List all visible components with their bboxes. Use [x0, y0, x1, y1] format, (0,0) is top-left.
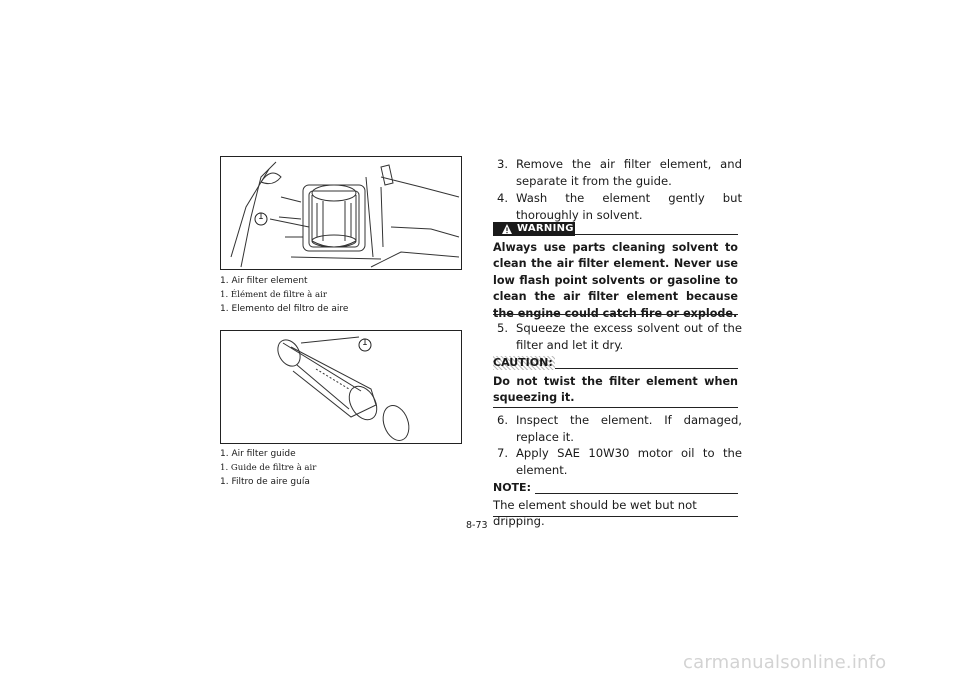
- step-text: Wash the element gently but thoroughly in solvent.: [516, 191, 742, 222]
- warning-header: [493, 222, 738, 236]
- caption-fr: 1. Guide de filtre à air: [220, 463, 317, 473]
- step-text: Remove the air filter element, and separate it from the guide.: [516, 157, 742, 188]
- caution-header: [493, 356, 738, 370]
- step-text: Squeeze the excess solvent out of the filter and let it dry.: [516, 321, 742, 352]
- note-header: [493, 481, 738, 495]
- caution-label: CAUTION:: [493, 356, 553, 369]
- figure-air-filter-guide: [220, 330, 462, 444]
- note-text: The element should be wet but not dripping.: [493, 498, 697, 528]
- caption-es: 1. Filtro de aire guía: [220, 477, 310, 487]
- step-number: 4.: [497, 191, 509, 205]
- step-5: [497, 320, 742, 353]
- callout-number: 1: [258, 212, 264, 222]
- step-6: [497, 412, 742, 445]
- caption-es: 1. Elemento del filtro de aire: [220, 304, 349, 314]
- caption-fr: 1. Élément de filtre à air: [220, 290, 328, 300]
- warning-text: Always use parts cleaning solvent to clean the air filter element. Never use low flash point solvents or gasoline to clean the air filter element because the engine could catch fire or explode.: [493, 241, 738, 320]
- page-number: 8-73: [466, 520, 488, 531]
- step-text: Apply SAE 10W30 motor oil to the element.: [516, 446, 742, 477]
- air-filter-guide-illustration: [221, 331, 462, 444]
- step-number: 6.: [497, 413, 509, 427]
- divider: [493, 407, 738, 408]
- step-text: Inspect the element. If damaged, replace it.: [516, 413, 742, 444]
- caption-en: 1. Air filter guide: [220, 449, 296, 459]
- step-4: [497, 190, 742, 223]
- caption-en: 1. Air filter element: [220, 276, 308, 286]
- step-7: [497, 445, 742, 478]
- warning-label: WARNING: [517, 223, 574, 234]
- callout-number: 1: [362, 338, 368, 348]
- figure-air-filter-element: [220, 156, 462, 270]
- caution-badge: [493, 356, 555, 370]
- divider: [493, 516, 738, 517]
- watermark: carmanualsonline.info: [683, 652, 887, 673]
- caution-text: Do not twist the filter element when squeezing it.: [493, 375, 738, 405]
- step-number: 5.: [497, 321, 509, 335]
- note-label: NOTE:: [493, 481, 535, 495]
- step-3: [497, 156, 742, 189]
- step-number: 3.: [497, 157, 509, 171]
- warning-triangle-icon: [502, 224, 512, 234]
- warning-badge: [493, 222, 575, 236]
- divider: [493, 314, 738, 315]
- step-number: 7.: [497, 446, 509, 460]
